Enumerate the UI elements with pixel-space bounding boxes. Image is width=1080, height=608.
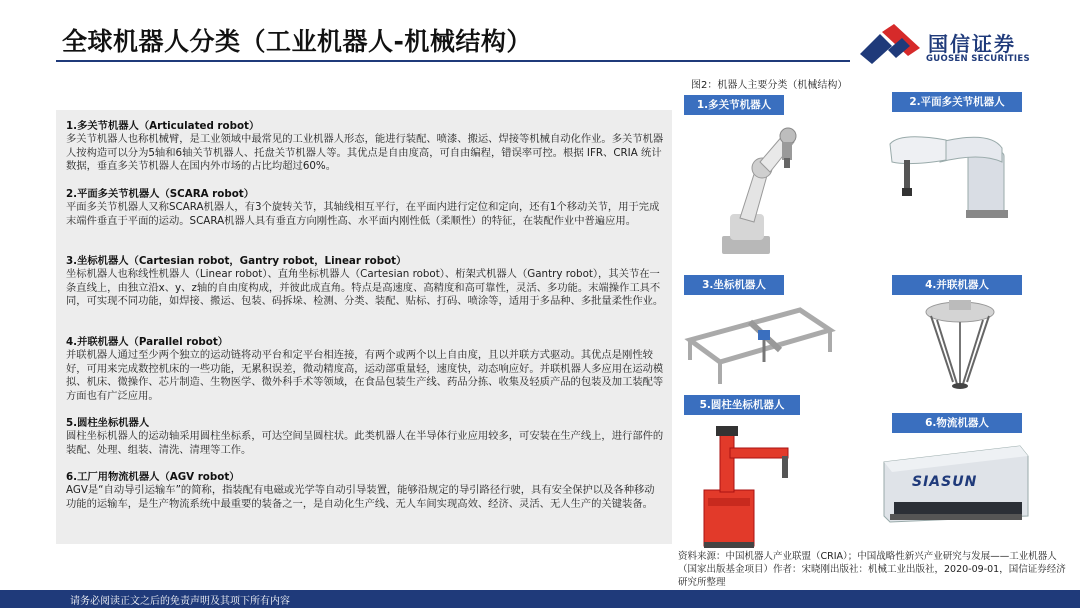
section-parallel [66, 336, 664, 403]
brand-name-cn: 国信证券 [928, 32, 1016, 56]
section-body: AGV是“自动导引运输车”的简称，指装配有电磁或光学等自动引导装置，能够沿规定的导引路径行驶，具有安全保护以及各种移动功能的运输车，是生产物流系统中最重要的装备之一，是自动化生产线、无人车间实现高效、经济、灵活、无人生产的关键装备。 [66, 484, 655, 510]
section-body: 坐标机器人也称线性机器人（Linear robot）、直角坐标机器人（Cartesian robot）、桁架式机器人（Gantry robot），其关节在一条直线上，由独立沿x、y、z轴的自由度构成，并彼此成直角。特点是高速度、高精度和高可靠性，灵活、多功能。末端操作工具不同，可实现不同功能，如焊接、搬运、包装、码拆垛、检测、分类、装配、贴标、打码、喷涂等，适用于多品种、多批量柔性作业。 [66, 268, 664, 308]
label-cartesian-robot: 3.坐标机器人 [684, 275, 784, 295]
footer-disclaimer: 请务必阅读正文之后的免责声明及其项下所有内容 [70, 596, 290, 607]
section-heading: 1.多关节机器人（Articulated robot） [66, 120, 260, 132]
section-heading: 5.圆柱坐标机器人 [66, 417, 150, 429]
section-articulated [66, 120, 664, 174]
section-heading: 6.工厂用物流机器人（AGV robot） [66, 471, 240, 483]
section-body: 并联机器人通过至少两个独立的运动链将动平台和定平台相连接，有两个或两个以上自由度，且以并联方式驱动。其优点是刚性较好，可用来完成数控机床的一些功能，无累积误差，微动精度高，运动部重量轻，速度快，动态响应好。并联机器人多应用在运动模拟、机床、微操作、芯片制造、生物医学、微外科手术等领域，在食品包装生产线、药品分拣、收集及轻质产品的包装及加工装配等方面也有广泛应用。 [66, 349, 664, 402]
figure-caption: 图2：机器人主要分类（机械结构） [691, 80, 848, 91]
label-cylindrical-robot: 5.圆柱坐标机器人 [684, 395, 800, 415]
section-cylindrical [66, 417, 664, 457]
section-agv [66, 471, 664, 511]
agv-brand-label: SIASUN [912, 474, 978, 490]
label-agv-robot: 6.物流机器人 [892, 413, 1022, 433]
text-panel [56, 110, 672, 544]
scara-robot-image [880, 122, 1030, 222]
parallel-robot-image [915, 298, 1005, 398]
cartesian-robot-image [680, 300, 840, 390]
section-body: 平面多关节机器人又称SCARA机器人，有3个旋转关节，其轴线相互平行，在平面内进行定位和定向，还有1个移动关节，用于完成末端件垂直于平面的运动。SCARA机器人具有垂直方向刚性高、水平面内刚性低（柔顺性）的特征，在装配作业中普遍应用。 [66, 201, 660, 227]
guosen-logo-icon [858, 24, 924, 64]
section-heading: 3.坐标机器人（Cartesian robot，Gantry robot，Linear robot） [66, 255, 407, 267]
label-scara-robot: 2.平面多关节机器人 [892, 92, 1022, 112]
articulated-robot-image [700, 118, 810, 258]
section-heading: 2.平面多关节机器人（SCARA robot） [66, 188, 254, 200]
brand-name-en: GUOSEN SECURITIES [926, 54, 1030, 64]
label-articulated-robot: 1.多关节机器人 [684, 95, 784, 115]
section-body: 多关节机器人也称机械臂，是工业领域中最常见的工业机器人形态，能进行装配、喷漆、搬运、焊接等机械自动化作业。多关节机器人按构造可以分为5轴和6轴关节机器人、托盘关节机器人等。其优点是自由度高，可自由编程，错误率可控。根据 IFR、CRIA 统计数据，垂直多关节机器人在国内外市场的占比均超过60%。 [66, 133, 664, 173]
source-note: 资料来源：中国机器人产业联盟（CRIA）；中国战略性新兴产业研究与发展——工业机器人（国家出版基金项目）作者：宋晓刚出版社：机械工业出版社，2020-09-01，国信证券经济研究所整理 [678, 551, 1066, 588]
section-body: 圆柱坐标机器人的运动轴采用圆柱坐标系，可达空间呈圆柱状。此类机器人在半导体行业应用较多，可安装在生产线上，进行部件的装配、处理、组装、清洗、清理等工作。 [66, 430, 664, 456]
title-divider [56, 60, 850, 62]
page-title: 全球机器人分类（工业机器人-机械结构） [62, 27, 532, 56]
section-scara [66, 188, 664, 228]
label-parallel-robot: 4.并联机器人 [892, 275, 1022, 295]
cylindrical-robot-image [690, 420, 800, 550]
brand-logo [858, 24, 1038, 70]
section-cartesian [66, 255, 664, 309]
section-heading: 4.并联机器人（Parallel robot） [66, 336, 229, 348]
footer-bar [0, 590, 1080, 608]
